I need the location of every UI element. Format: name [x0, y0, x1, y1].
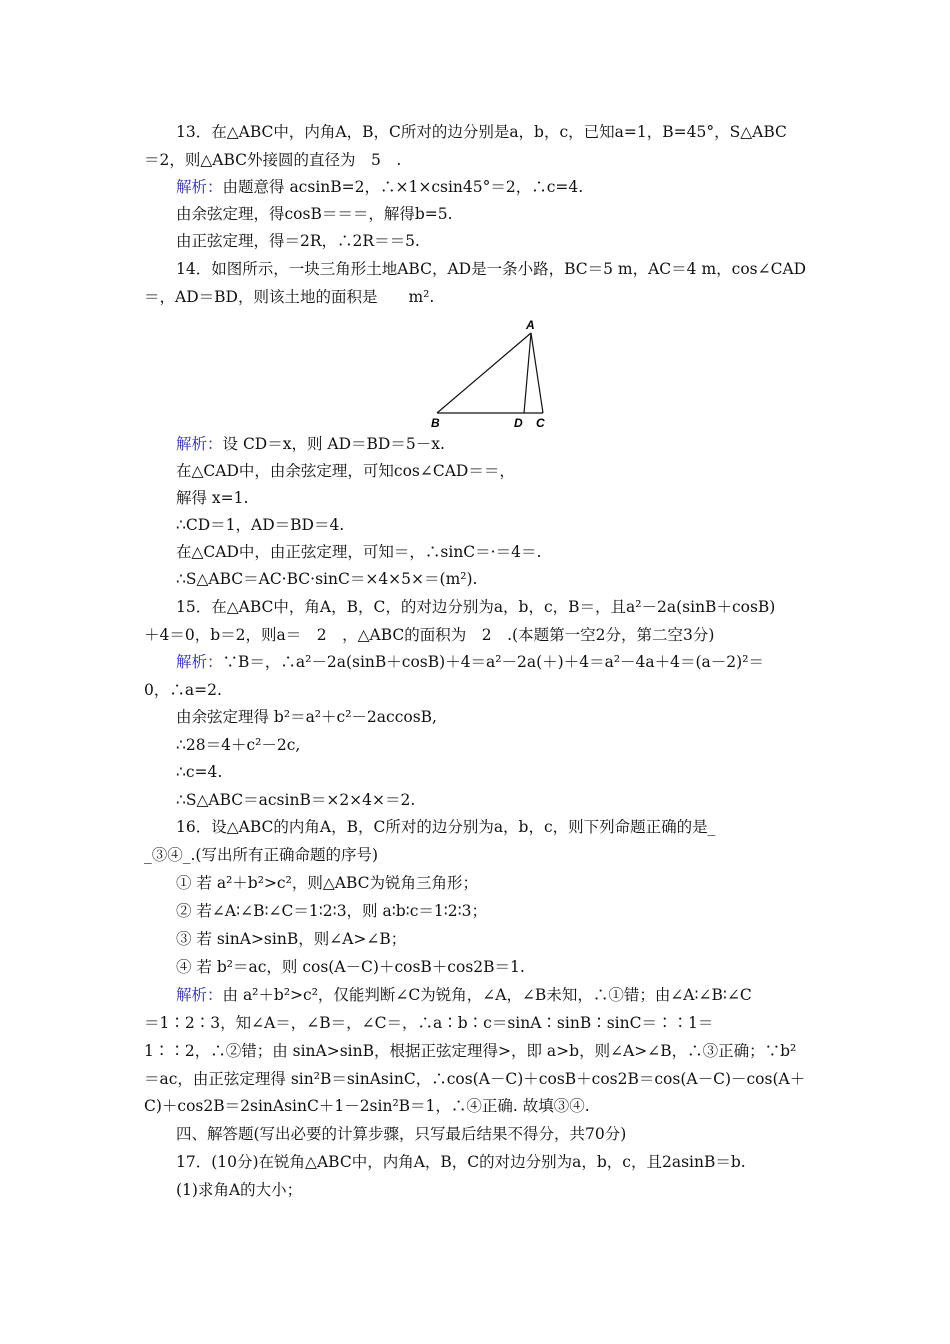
line-text: ＝，AD＝BD，则该土地的面积是 m².: [144, 288, 435, 306]
line-text: ∴CD＝1，AD＝BD＝4.: [176, 516, 345, 534]
text-line: [176, 651, 764, 673]
text-line: [176, 928, 406, 950]
line-text: ① 若 a²＋b²>c²，则△ABC为锐角三角形；: [176, 874, 478, 892]
line-text: 由 a²＋b²>c²，仅能判断∠C为锐角，∠A，∠B未知，∴①错；由∠A∶∠B∶∠C: [222, 986, 752, 1004]
line-text: 设 CD＝x，则 AD＝BD＝5－x.: [222, 435, 445, 453]
line-text: 在△CAD中，由余弦定理，可知cos∠CAD＝＝，: [176, 462, 515, 480]
side-AB: [437, 333, 531, 413]
text-line: [144, 1012, 713, 1034]
line-text: ＝2，则△ABC外接圆的直径为 5 .: [144, 151, 402, 169]
line-text: ∵B＝，∴a²－2a(sinB＋cosB)＋4＝a²－2a(＋)＋4＝a²－4a＋4＝(a－2)²＝: [222, 653, 764, 671]
text-line: [176, 230, 420, 252]
text-line: [144, 149, 401, 171]
line-text: (1)求角A的大小；: [176, 1181, 303, 1199]
line-text: 15．在△ABC中，角A，B，C，的对边分别为a，b，c，B＝，且a²－2a(sinB＋cosB): [176, 598, 776, 616]
line-text: 由题意得 acsinB=2，∴×1×csin45°＝2，∴c=4.: [222, 178, 584, 196]
line-text: 16．设△ABC的内角A，B，C所对的边分别为a，b，c，则下列命题正确的是_: [176, 818, 716, 836]
text-line: [176, 541, 541, 563]
line-text: ② 若∠A∶∠B∶∠C＝1∶2∶3，则 a∶b∶c＝1∶2∶3；: [176, 902, 488, 920]
line-text: 17．(10分)在锐角△ABC中，内角A，B，C的对边分别为a，b，c，且2asinB＝b.: [176, 1153, 746, 1171]
vertex-label-C: C: [536, 416, 545, 430]
text-line: [176, 596, 775, 618]
text-line: [176, 568, 477, 590]
text-line: [144, 679, 222, 701]
text-line: [176, 258, 806, 280]
side-AC: [531, 333, 543, 413]
text-line: [144, 1040, 796, 1062]
text-line: [176, 514, 344, 536]
text-line: [176, 761, 222, 783]
line-text: 1∶∶2，∴②错；由 sinA>sinB，根据正弦定理得>，即 a>b，则∠A>∠B，∴③正确；∵b²: [144, 1042, 797, 1060]
line-text: C)＋cos2B＝2sinAsinC＋1－2sin²B＝1，∴④正确. 故填③④.: [144, 1097, 590, 1115]
text-line: [176, 872, 478, 894]
text-line: [176, 433, 445, 455]
text-line: [176, 176, 583, 198]
line-text: ∴S△ABC＝AC·BC·sinC＝×4×5×＝(m²).: [176, 570, 478, 588]
text-line: [144, 1095, 590, 1117]
triangle-figure: [425, 316, 560, 434]
line-text: ＋4＝0，b＝2，则a＝ 2 ，△ABC的面积为 2 .(本题第一空2分，第二空3分): [144, 626, 715, 644]
line-text: 由余弦定理得 b²＝a²＋c²－2accosB,: [176, 708, 437, 726]
line-text: 四、解答题(写出必要的计算步骤，只写最后结果不得分，共70分): [176, 1125, 627, 1143]
text-line: [176, 789, 415, 811]
text-line: [144, 844, 378, 866]
text-line: [176, 1151, 746, 1173]
line-text: ∴S△ABC＝acsinB＝×2×4×＝2.: [176, 791, 416, 809]
analysis-label: 解析：: [176, 178, 223, 196]
line-text: 13．在△ABC中，内角A，B，C所对的边分别是a，b，c，已知a=1，B=45°，S△ABC: [176, 123, 787, 141]
line-text: 14．如图所示，一块三角形土地ABC，AD是一条小路，BC＝5 m，AC＝4 m，cos∠CAD: [176, 260, 807, 278]
line-text: 解得 x=1.: [176, 489, 249, 507]
text-line: [144, 286, 434, 308]
line-text: 0，∴a=2.: [144, 681, 222, 699]
analysis-label: 解析：: [176, 986, 223, 1004]
line-text: ＝ac，由正弦定理得 sin²B＝sinAsinC，∴cos(A－C)＋cosB＋cos2B＝cos(A－C)－cos(A＋: [144, 1070, 806, 1088]
text-line: [176, 460, 515, 482]
text-line: [176, 121, 787, 143]
analysis-label: 解析：: [176, 653, 223, 671]
text-line: [144, 624, 714, 646]
path-AD: [524, 333, 531, 413]
vertex-label-B: B: [431, 416, 440, 430]
text-line: [176, 984, 752, 1006]
line-text: ＝1∶2∶3，知∠A＝，∠B＝，∠C＝，∴a∶b∶c＝sinA∶sinB∶sinC＝∶∶1＝: [144, 1014, 714, 1032]
line-text: ④ 若 b²＝ac，则 cos(A－C)＋cosB＋cos2B＝1.: [176, 958, 525, 976]
text-line: [144, 1068, 805, 1090]
text-line: [176, 1179, 302, 1201]
text-line: [176, 203, 453, 225]
vertex-label-D: D: [514, 416, 523, 430]
analysis-label: 解析：: [176, 435, 223, 453]
text-line: [176, 900, 487, 922]
line-text: _③④_.(写出所有正确命题的序号): [144, 846, 379, 864]
line-text: ∴28＝4＋c²－2c,: [176, 736, 301, 754]
line-text: 由余弦定理，得cosB＝＝＝，解得b=5.: [176, 205, 453, 223]
text-line: [176, 816, 715, 838]
line-text: 由正弦定理，得＝2R，∴2R＝＝5.: [176, 232, 420, 250]
line-text: 在△CAD中，由正弦定理，可知＝，∴sinC＝·＝4＝.: [176, 543, 542, 561]
text-line: [176, 734, 300, 756]
text-line: [176, 706, 437, 728]
line-text: ∴c=4.: [176, 763, 223, 781]
line-text: ③ 若 sinA>sinB，则∠A>∠B；: [176, 930, 407, 948]
text-line: [176, 487, 248, 509]
vertex-label-A: A: [526, 318, 535, 332]
text-line: [176, 1123, 626, 1145]
text-line: [176, 956, 525, 978]
